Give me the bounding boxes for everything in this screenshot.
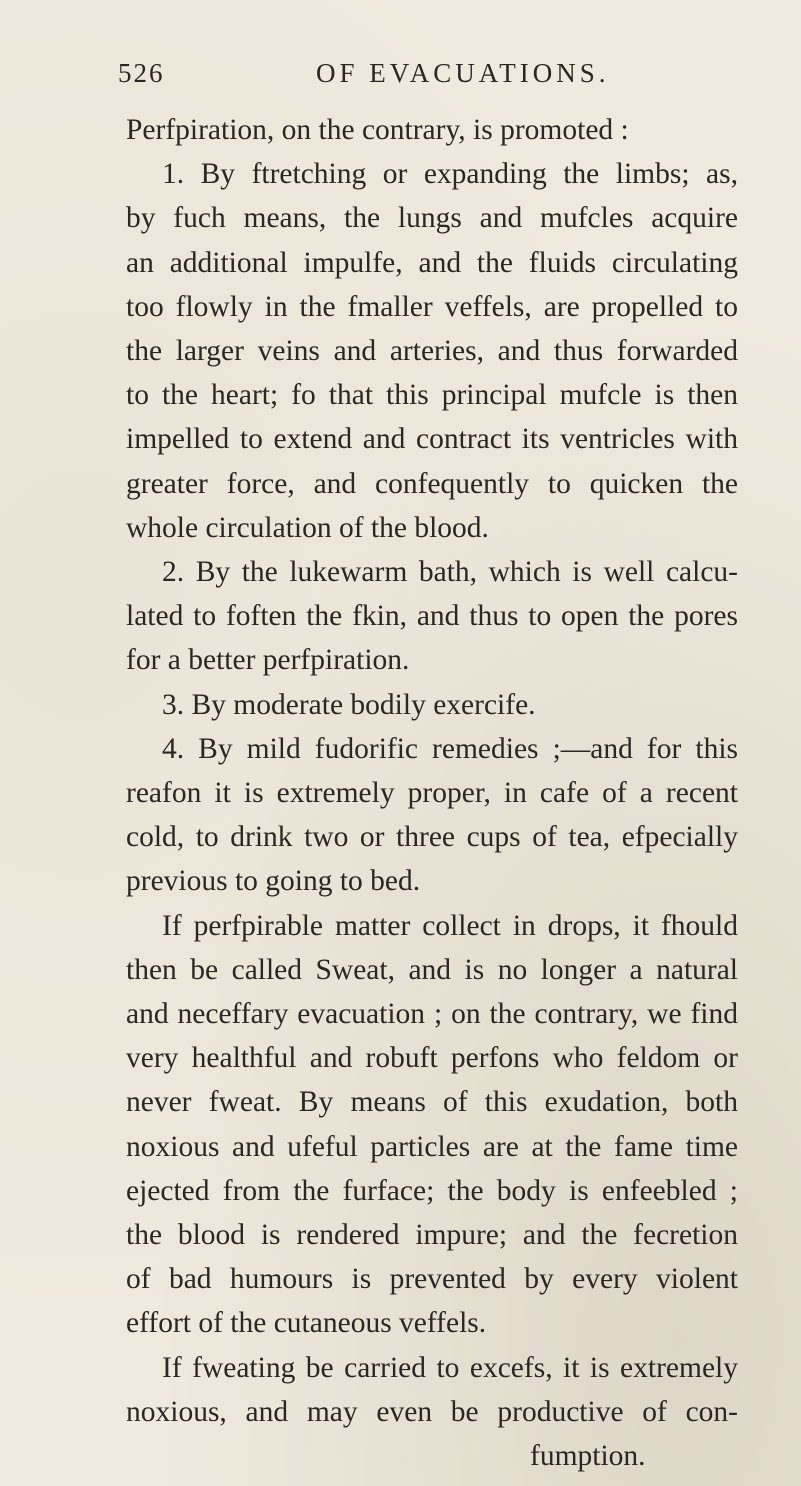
text-line: of bad humours is prevented by every violent [126, 1263, 738, 1296]
text-line: for a better perfpiration. [126, 644, 410, 677]
text-line: whole circulation of the blood. [126, 511, 489, 544]
text-line: and neceffary evacuation ; on the contrary, we find [126, 998, 738, 1030]
text-line: cold, to drink two or three cups of tea, efpecially [126, 821, 738, 854]
text-line: reafon it is extremely proper, in cafe of a recent [126, 777, 738, 809]
text-line: greater force, and confequently to quicken the [126, 467, 738, 500]
text-line: fumption. [530, 1440, 646, 1472]
text-line: ejected from the furface; the body is enfeebled ; [126, 1174, 738, 1207]
text-line: then be called Sweat, and is no longer a natural [126, 953, 738, 986]
text-line: 4. By mild fudorific remedies ;—and for this [162, 732, 738, 765]
text-line: previous to going to bed. [126, 865, 421, 898]
text-line: noxious, and may even be productive of con- [126, 1395, 738, 1428]
text-line: an additional impulfe, and the fluids circulating [126, 246, 738, 279]
page-number: 526 [118, 58, 165, 88]
text-line: noxious and ufeful particles are at the fame time [126, 1130, 738, 1163]
text-line: the blood is rendered impure; and the fecretion [126, 1219, 738, 1251]
text-line: by fuch means, the lungs and mufcles acquire [126, 202, 738, 235]
text-line: too flowly in the fmaller veffels, are propelled to [126, 290, 738, 323]
text-line: lated to foften the fkin, and thus to open the pores [126, 600, 738, 633]
text-line: to the heart; fo that this principal mufcle is then [126, 379, 738, 412]
text-line: very healthful and robuft perfons who feldom or [126, 1042, 738, 1075]
text-line: impelled to extend and contract its ventricles with [126, 423, 738, 456]
text-line: If fweating be carried to excefs, it is extremely [162, 1351, 738, 1384]
text-line: 1. By ftretching or expanding the limbs; as, [162, 158, 738, 191]
text-line: If perfpirable matter collect in drops, it fhould [162, 909, 738, 942]
text-line: 3. By moderate bodily exercife. [162, 688, 536, 721]
page-header [118, 58, 678, 98]
text-line: the larger veins and arteries, and thus forwarded [126, 335, 738, 367]
text-line: Perfpiration, on the contrary, is promoted : [126, 114, 629, 146]
text-line: effort of the cutaneous veffels. [126, 1307, 487, 1340]
text-line: 2. By the lukewarm bath, which is well calcu- [162, 556, 738, 588]
text-line: never fweat. By means of this exudation, both [126, 1086, 738, 1119]
running-head: OF EVACUATIONS. [316, 58, 610, 88]
